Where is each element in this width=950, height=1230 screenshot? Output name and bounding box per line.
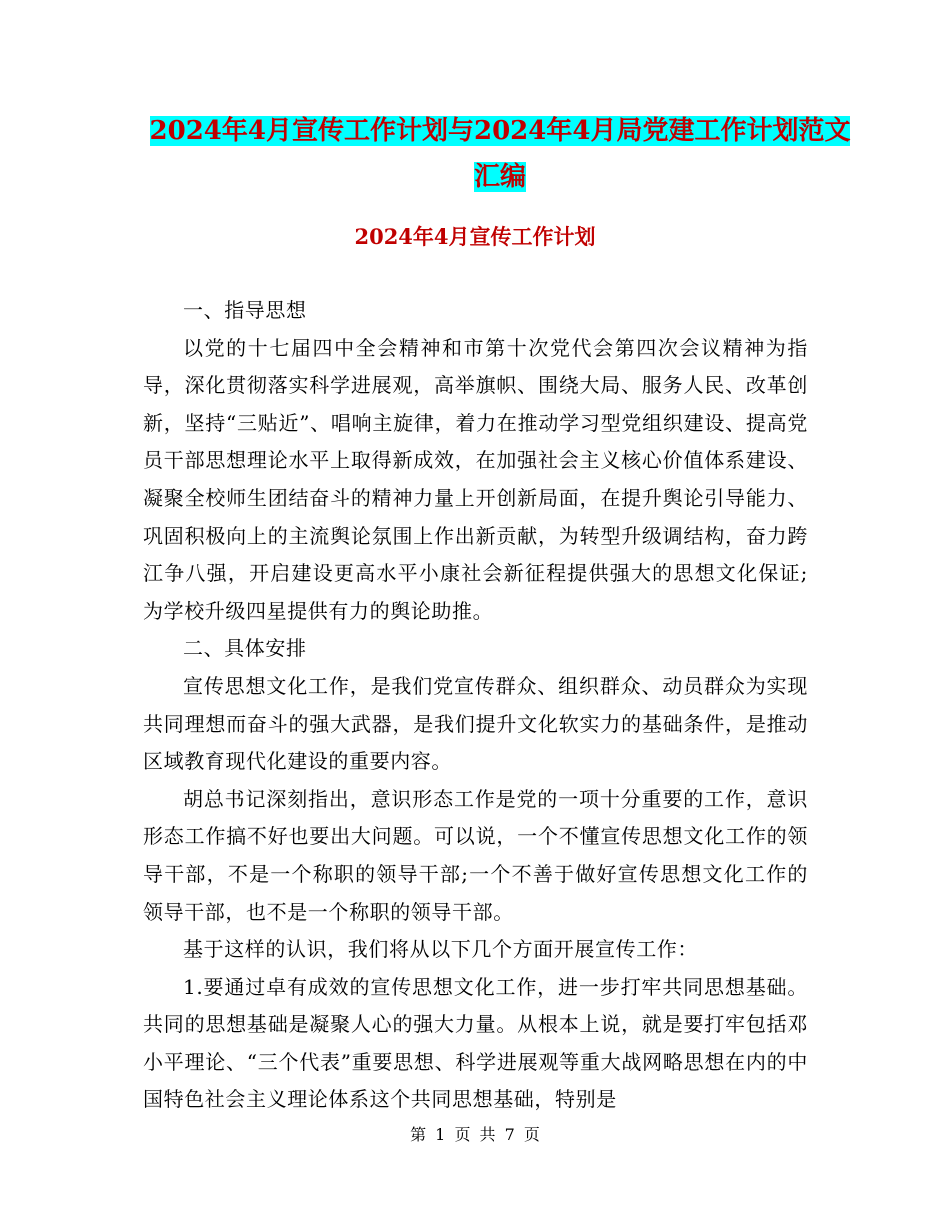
document-title [140, 108, 860, 200]
document-title-text: 2024年4月宣传工作计划与2024年4月局党建工作计划范文汇编 [149, 116, 851, 192]
document-body [143, 292, 808, 1119]
page-footer: 第 1 页 共 7 页 [410, 1125, 540, 1144]
paragraph-ideology-importance: 胡总书记深刻指出，意识形态工作是党的一项十分重要的工作，意识形态工作搞不好也要出大问题。可以说，一个不懂宣传思想文化工作的领导干部，不是一个称职的领导干部;一个不善于做好宣传思想文化工作的领导干部，也不是一个称职的领导干部。 [143, 786, 808, 924]
heading-specific-arrangements: 二、具体安排 [183, 636, 307, 661]
paragraph-propaganda-work: 宣传思想文化工作，是我们党宣传群众、组织群众、动员群众为实现共同理想而奋斗的强大武器，是我们提升文化软实力的基础条件，是推动区域教育现代化建设的重要内容。 [143, 673, 808, 774]
paragraph-item-1: 1.要通过卓有成效的宣传思想文化工作，进一步打牢共同思想基础。共同的思想基础是凝聚人心的强大力量。从根本上说，就是要打牢包括邓小平理论、“三个代表”重要思想、科学进展观等重大战网略思想在内的中国特色社会主义理论体系这个共同思想基础，特别是 [143, 974, 808, 1112]
paragraph-guiding-ideology: 以党的十七届四中全会精神和市第十次党代会第四次会议精神为指导，深化贯彻落实科学进展观，高举旗帜、围绕大局、服务人民、改革创新，坚持“三贴近”、唱响主旋律，着力在推动学习型党组织建设、提高党员干部思想理论水平上取得新成效，在加强社会主义核心价值体系建设、凝聚全校师生团结奋斗的精神力量上开创新局面，在提升舆论引导能力、巩固积极向上的主流舆论氛围上作出新贡献，为转型升级调结构，奋力跨江争八强，开启建设更高水平小康社会新征程提供强大的思想文化保证;为学校升级四星提供有力的舆论助推。 [143, 335, 808, 623]
paragraph-based-on-understanding: 基于这样的认识，我们将从以下几个方面开展宣传工作： [183, 937, 698, 962]
heading-guiding-ideology: 一、指导思想 [183, 298, 307, 322]
section-heading: 2024年4月宣传工作计划 [354, 224, 596, 249]
